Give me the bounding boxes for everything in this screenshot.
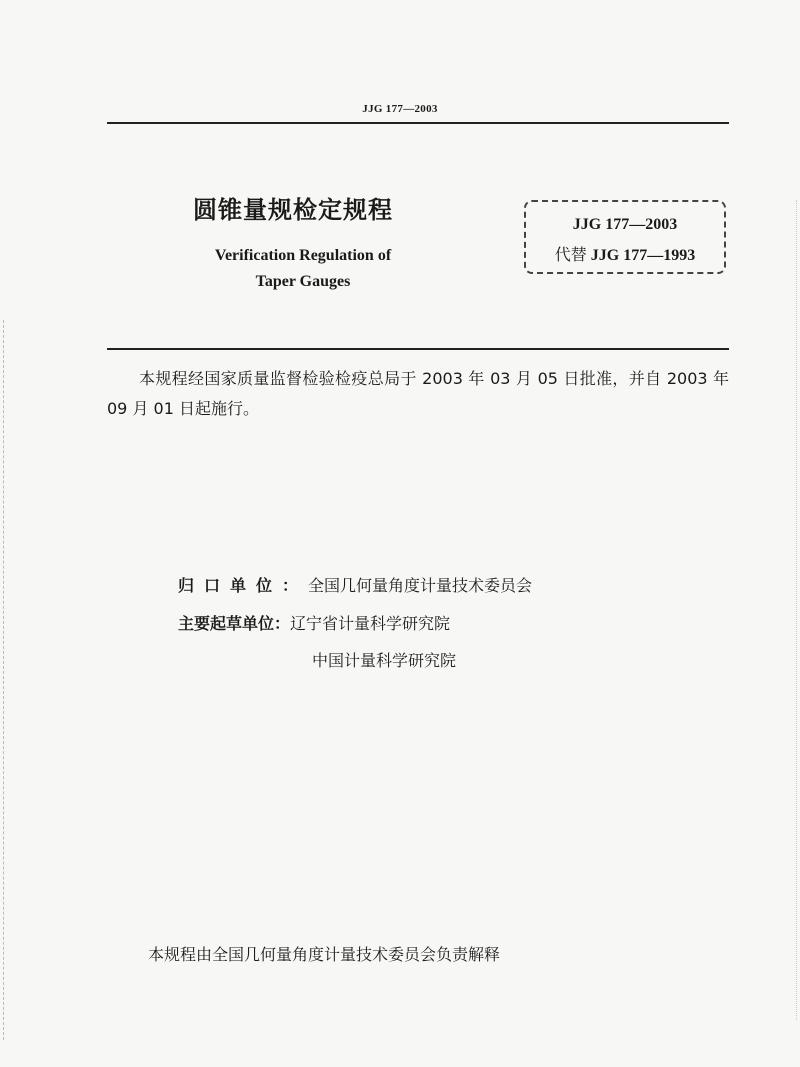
code-box-code: JJG 177—2003 (572, 216, 678, 233)
code-box-replaces (526, 242, 724, 265)
drafting-unit-value-2: 中国计量科学研究院 (312, 651, 457, 670)
replaces-label: 代替 (554, 245, 587, 264)
title-english-line2: Taper Gauges (255, 273, 351, 290)
middle-rule (107, 348, 729, 350)
scan-edge-left (3, 320, 5, 1040)
title-chinese: 圆锥量规检定规程 (193, 196, 393, 224)
centralized-unit-row (178, 573, 532, 596)
footer-note: 本规程由全国几何量角度计量技术委员会负责解释 (148, 945, 501, 964)
replaces-code: JJG 177—1993 (590, 247, 696, 264)
drafting-unit-value-1: 辽宁省计量科学研究院 (290, 614, 451, 633)
title-english (168, 243, 438, 295)
centralized-unit-label: 归口单位： (178, 576, 309, 595)
centralized-unit-value: 全国几何量角度计量技术委员会 (308, 576, 533, 595)
top-rule (107, 122, 729, 124)
drafting-unit-label: 主要起草单位： (178, 614, 291, 633)
code-box (524, 200, 726, 274)
approval-paragraph: 本规程经国家质量监督检验检疫总局于 2003 年 03 月 05 日批准，并自 2003 年 09 月 01 日起施行。 (107, 369, 729, 418)
title-english-line1: Verification Regulation of (214, 247, 392, 264)
header-code: JJG 177—2003 (362, 103, 438, 115)
drafting-unit-row (178, 611, 450, 634)
scan-edge-right (796, 200, 798, 1020)
